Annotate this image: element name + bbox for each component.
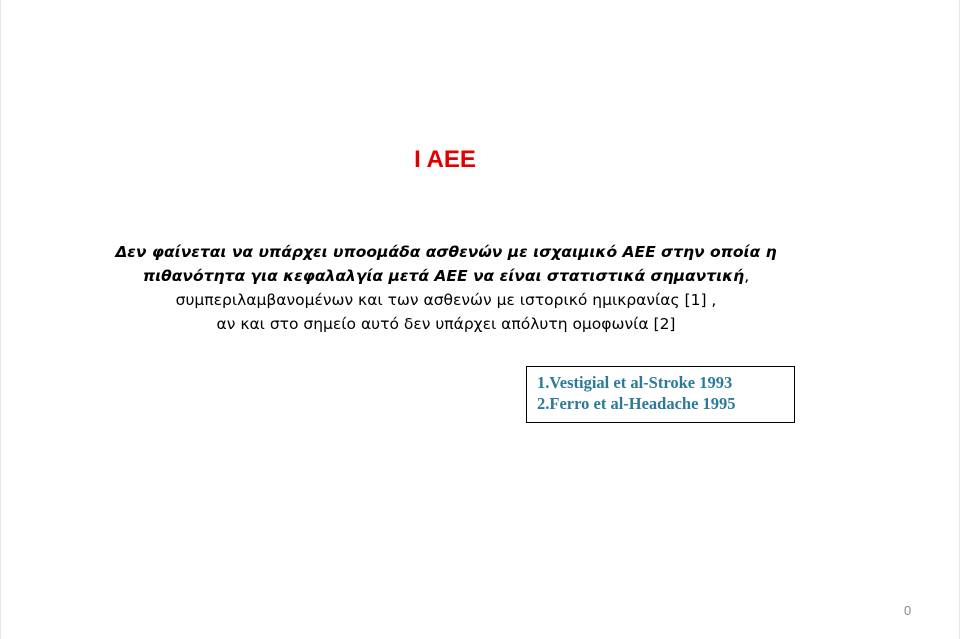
slide-title: I AEE <box>414 146 476 173</box>
body-line-2-tail: , <box>744 267 750 285</box>
references-box <box>526 366 795 423</box>
body-line-3: συμπεριλαμβανομένων και των ασθενών με ιστορικό ημικρανίας [1] , <box>175 291 717 309</box>
body-line-2 <box>91 264 801 288</box>
reference-2: 2.Ferro et al-Headache 1995 <box>537 394 736 413</box>
body-line-4: αν και στο σημείο αυτό δεν υπάρχει απόλυτη ομοφωνία [2] <box>216 315 676 333</box>
body-line-2-emphasis: πιθανότητα για κεφαλαλγία μετά ΑΕΕ να είναι στατιστικά σημαντική <box>142 267 745 285</box>
page-number: 0 <box>904 603 912 618</box>
slide-body <box>91 240 801 336</box>
body-line-1: Δεν φαίνεται να υπάρχει υποομάδα ασθενών με ισχαιμικό ΑΕΕ στην οποία η <box>115 243 777 261</box>
reference-1: 1.Vestigial et al-Stroke 1993 <box>537 373 733 392</box>
